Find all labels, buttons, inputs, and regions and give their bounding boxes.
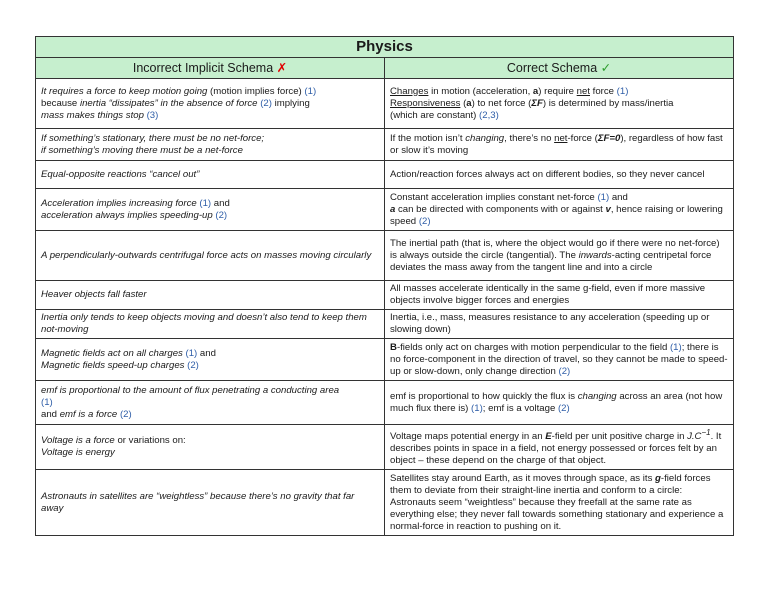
ref-number: (1) (185, 347, 198, 359)
ref-number: (2) (187, 359, 199, 371)
text: Voltage is energy (41, 447, 115, 459)
ref-number: (1) (471, 402, 483, 414)
text: net (576, 85, 590, 97)
correct-cell (385, 189, 734, 231)
text: Heaver objects fall faster (41, 289, 147, 300)
text: net (554, 132, 568, 144)
text: inertia “dissipates” in the absence of force (79, 97, 258, 109)
text: Acceleration implies increasing force (41, 197, 197, 209)
text: Magnetic fields speed-up charges (41, 359, 185, 371)
correct-header-label: Correct Schema (506, 61, 598, 75)
text: mass makes things stop (41, 109, 144, 121)
text: if something’s moving there must be a net-force (41, 144, 243, 156)
correct-cell (385, 310, 734, 339)
text: Changes (390, 85, 429, 97)
table-row (36, 79, 734, 129)
ref-number: (2,3) (479, 109, 499, 121)
text: because (41, 97, 80, 109)
text: ; emf is a voltage (482, 402, 558, 414)
physics-schema-table (35, 36, 734, 536)
ref-number: (1) (41, 396, 53, 408)
incorrect-cell (36, 189, 385, 231)
ref-number: (2) (215, 209, 228, 221)
correct-cell (385, 339, 734, 381)
text: -field forces them to deviate from their straight-line inertia and conform to a circle: Astronauts seem “weightless” because they freefall at the same rate as everything else; they never fall towards something stationary and experience a normal-force in reaction to pushing on it. (390, 472, 724, 532)
table-row (36, 310, 734, 339)
text: Inertia only tends to keep objects moving and doesn’t also tend to keep them not-moving (41, 312, 367, 335)
text: Voltage is a force (41, 435, 115, 447)
incorrect-cell (36, 281, 385, 310)
text: and (211, 197, 230, 209)
table-row (36, 425, 734, 470)
text: and (197, 347, 216, 359)
incorrect-cell (36, 310, 385, 339)
correct-header (385, 58, 734, 79)
text: acceleration always implies speeding-up (41, 209, 213, 221)
table-row (36, 339, 734, 381)
text: emf is proportional to how quickly the flux is (390, 390, 578, 402)
text: -acting centripetal force deviates the mass away from the tangent line and into a circle (390, 249, 712, 273)
cross-icon: ✗ (276, 61, 288, 75)
table-title: Physics (36, 37, 734, 58)
text: Action/reaction forces always act on different bodies, so they never cancel (390, 168, 705, 180)
ref-number: (1) (616, 85, 629, 97)
correct-cell (385, 281, 734, 310)
correct-cell (385, 79, 734, 129)
incorrect-cell (36, 129, 385, 161)
text: All masses accelerate identically in the same g-field, even if more massive objects involve bigger forces and energies (390, 283, 706, 306)
text: Magnetic fields act on all charges (41, 347, 183, 359)
incorrect-header-label: Incorrect Implicit Schema (132, 61, 274, 75)
incorrect-cell (36, 79, 385, 129)
text: -force ( (567, 132, 598, 144)
text: ( (460, 97, 467, 109)
table-row (36, 381, 734, 425)
text: , hence raising or lowering speed (390, 203, 723, 227)
text: -field per unit positive charge in (551, 431, 688, 443)
incorrect-cell (36, 161, 385, 189)
text: (motion implies force) (207, 85, 305, 97)
check-icon: ✓ (600, 61, 612, 75)
text: J.C (687, 431, 702, 443)
text: inwards (578, 249, 612, 261)
text: A perpendicularly-outwards centrifugal force acts on masses moving circularly (41, 249, 372, 261)
text: changing (465, 132, 505, 144)
table-row (36, 231, 734, 281)
text: Voltage maps potential energy in an (390, 431, 546, 443)
text: a (390, 203, 396, 215)
table-row (36, 129, 734, 161)
text: ), regardless of how fast or slow it’s moving (390, 132, 723, 156)
ref-number: (2) (418, 215, 431, 227)
ref-number: (1) (199, 197, 212, 209)
table-row (36, 161, 734, 189)
text: (which are constant) (390, 109, 480, 121)
text: ) is determined by mass/inertia (542, 97, 674, 109)
text: implying (271, 97, 310, 109)
incorrect-cell (36, 231, 385, 281)
ref-number: (2) (557, 402, 570, 414)
text: force (590, 85, 617, 97)
text: a (532, 85, 539, 97)
text: If something’s stationary, there must be no net-force; (41, 132, 265, 144)
text: and (41, 408, 60, 420)
text: can be directed with components with or against (395, 203, 606, 215)
text: ; there is no force-component in the direction of travel, so they cannot be made to speed-up or slow-down, only change direction (390, 341, 728, 377)
table-row (36, 281, 734, 310)
text: emf is proportional to the amount of flux penetrating a conducting area (41, 384, 340, 396)
text: If the motion isn’t (390, 132, 466, 144)
table-row (36, 470, 734, 536)
text: E (545, 431, 552, 443)
text: , there’s no (504, 132, 555, 144)
correct-cell (385, 381, 734, 425)
text: in motion (acceleration, (428, 85, 533, 97)
text: B (390, 341, 397, 353)
text: g (655, 472, 661, 484)
text: . It describes points in space in a field, not energy possessed or forces felt by an object – these depend on the charge of that object. (390, 431, 722, 467)
text: It requires a force to keep motion going (41, 85, 208, 97)
incorrect-cell (36, 381, 385, 425)
table-row (36, 189, 734, 231)
ref-number: (1) (304, 85, 317, 97)
text: ) require (538, 85, 577, 97)
correct-cell (385, 470, 734, 536)
ref-number: (2) (119, 408, 132, 420)
incorrect-cell (36, 425, 385, 470)
text: ΣF=0 (597, 132, 621, 144)
text: Astronauts in satellites are “weightless” because there’s no gravity that far away (41, 490, 355, 514)
text: emf is a force (59, 408, 118, 420)
ref-number: (2) (558, 365, 571, 377)
incorrect-header (36, 58, 385, 79)
correct-cell (385, 231, 734, 281)
correct-cell (385, 161, 734, 189)
text: a (466, 97, 472, 109)
text: v (605, 203, 611, 215)
text: Inertia, i.e., mass, measures resistance to any acceleration (speeding up or slowing down) (390, 312, 710, 335)
ref-number: (1) (669, 341, 682, 353)
ref-number: (3) (146, 109, 159, 121)
text: Responsiveness (390, 97, 461, 109)
text: across an area (not how much flux there is) (390, 390, 723, 414)
text: Satellites stay around Earth, as it moves through space, as its (390, 472, 656, 484)
text: Equal-opposite reactions “cancel out” (41, 168, 200, 180)
text: Constant acceleration implies constant net-force (390, 191, 598, 203)
text: and (609, 191, 628, 203)
text: −1 (701, 428, 711, 437)
text: changing (577, 390, 617, 402)
text: or variations on: (114, 435, 186, 447)
text: ) to net force ( (471, 97, 532, 109)
text: ΣF (531, 97, 543, 109)
ref-number: (1) (597, 191, 610, 203)
incorrect-cell (36, 339, 385, 381)
correct-cell (385, 425, 734, 470)
text: The inertial path (that is, where the object would go if there were no net-force) is always outside the circle (tangential). The (390, 237, 720, 261)
ref-number: (2) (260, 97, 272, 109)
incorrect-cell (36, 470, 385, 536)
correct-cell (385, 129, 734, 161)
text: -fields only act on charges with motion perpendicular to the field (396, 341, 670, 353)
